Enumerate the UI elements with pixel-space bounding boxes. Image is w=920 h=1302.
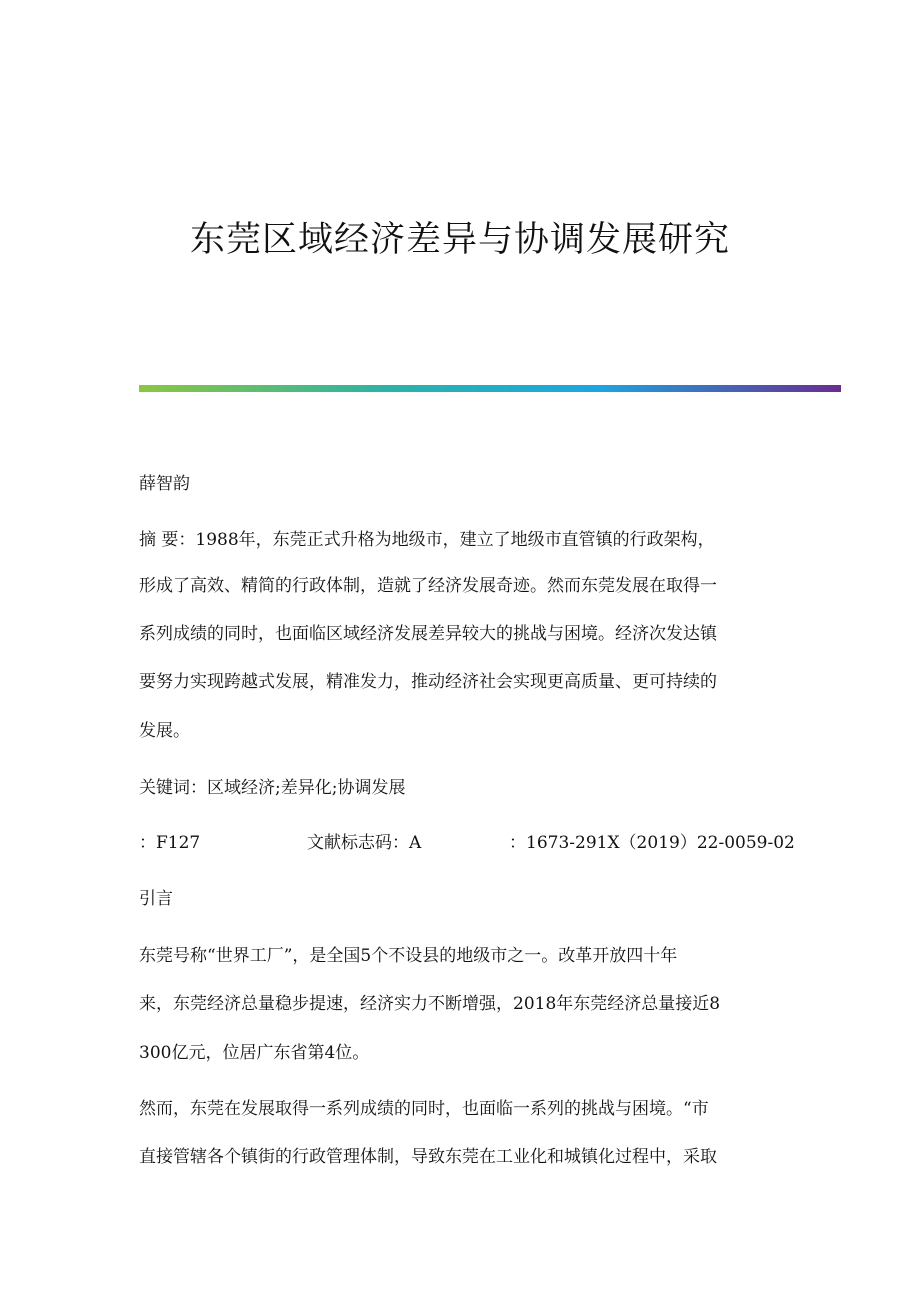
section-heading: 引言 [139, 889, 173, 909]
article-meta-row [139, 829, 799, 857]
keywords-line: 关键词：区域经济;差异化;协调发展 [139, 778, 406, 798]
abstract-line: 要努力实现跨越式发展，精准发力，推动经济社会实现更高质量、更可持续的 [139, 672, 717, 692]
page-title: 东莞区域经济差异与协调发展研究 [189, 220, 730, 260]
body-line: 东莞号称“世界工厂”，是全国5个不设县的地级市之一。改革开放四十年 [139, 946, 678, 966]
abstract-line: 形成了高效、精简的行政体制，造就了经济发展奇迹。然而东莞发展在取得一 [139, 576, 717, 596]
abstract-line: 摘 要：1988年，东莞正式升格为地级市，建立了地级市直管镇的行政架构， [139, 530, 715, 550]
document-code: 文献标志码：A [307, 833, 422, 853]
body-line: 来，东莞经济总量稳步提速，经济实力不断增强，2018年东莞经济总量接近8 [139, 994, 721, 1014]
author-name: 薛智韵 [139, 474, 190, 494]
body-line: 然而，东莞在发展取得一系列成绩的同时，也面临一系列的挑战与困境。“市 [139, 1099, 709, 1119]
abstract-line: 系列成绩的同时，也面临区域经济发展差异较大的挑战与困境。经济次发达镇 [139, 624, 717, 644]
body-line: 直接管辖各个镇街的行政管理体制，导致东莞在工业化和城镇化过程中，采取 [139, 1147, 717, 1167]
abstract-line: 发展。 [139, 721, 190, 741]
title-divider-rule [139, 385, 841, 392]
article-id: ：1673-291X（2019）22-0059-02 [509, 833, 795, 853]
body-line: 300亿元，位居广东省第4位。 [139, 1043, 370, 1063]
classification-number: ：F127 [139, 833, 201, 853]
